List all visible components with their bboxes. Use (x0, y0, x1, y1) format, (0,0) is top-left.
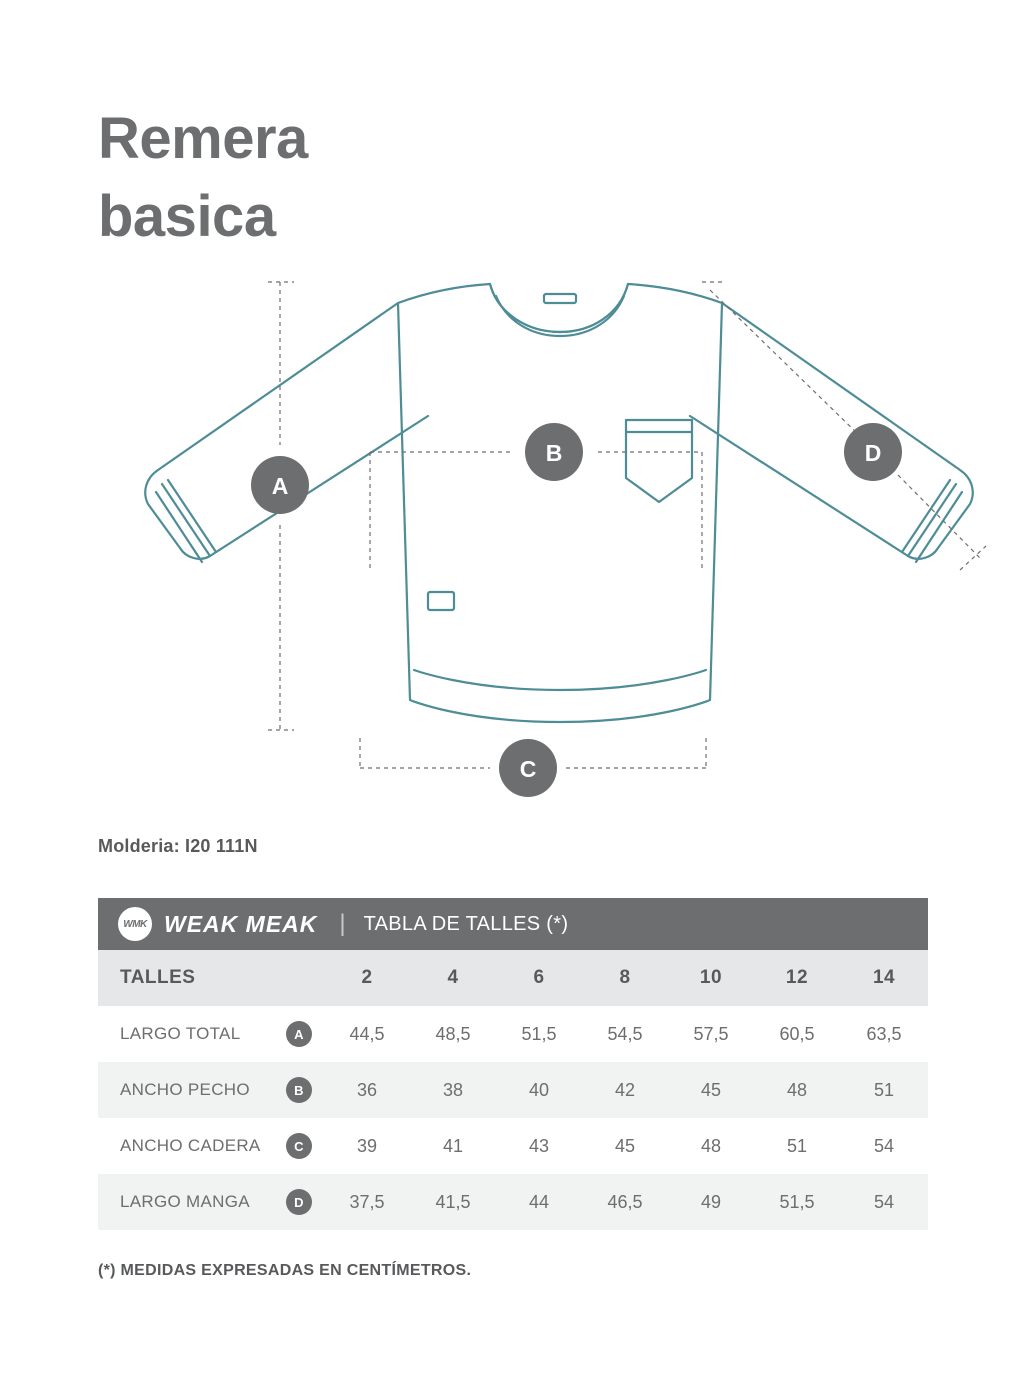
cell-largo-total-4: 48,5 (435, 1023, 471, 1044)
size-table (98, 898, 928, 1230)
cell-largo-total-10: 57,5 (693, 1023, 729, 1044)
row-badge-c: C (286, 1133, 312, 1159)
cell-largo-total-12: 60,5 (779, 1023, 815, 1044)
footnote: (*) MEDIDAS EXPRESADAS EN CENTÍMETROS. (98, 1262, 472, 1279)
table-row (98, 1174, 928, 1230)
row-label-largo-manga (98, 1174, 324, 1230)
row-label-largo-total (98, 1006, 324, 1062)
size-table-wrapper (98, 898, 928, 1230)
row-label-ancho-pecho (98, 1062, 324, 1118)
row-label-text: LARGO MANGA (120, 1192, 250, 1211)
marker-d-label: D (864, 440, 882, 466)
weak-meak-logo-icon: WMK (118, 907, 152, 941)
cell-ancho-cadera-4: 41 (442, 1135, 464, 1156)
row-badge-d: D (286, 1189, 312, 1215)
marker-c-label: C (519, 756, 537, 782)
table-row (98, 1062, 928, 1118)
cell-ancho-cadera-2: 39 (356, 1135, 378, 1156)
table-sizes-row (98, 950, 928, 1006)
size-header-6: 6 (496, 950, 582, 1006)
size-header-2: 2 (324, 950, 410, 1006)
cell-ancho-pecho-8: 42 (582, 1062, 668, 1118)
size-header-12: 12 (754, 950, 840, 1006)
cell-largo-manga-6: 44 (496, 1174, 582, 1230)
size-header-14: 14 (840, 950, 928, 1006)
page-title (98, 100, 698, 257)
cell-ancho-pecho-6: 40 (496, 1062, 582, 1118)
dimension-guides (268, 282, 986, 768)
row-badge-a: A (286, 1021, 312, 1047)
cell-ancho-cadera-14: 54 (874, 1135, 895, 1156)
row-label-ancho-cadera (98, 1118, 324, 1174)
cell-ancho-pecho-2: 36 (324, 1062, 410, 1118)
cell-largo-manga-14: 54 (840, 1174, 928, 1230)
cell-largo-total-8: 54,5 (607, 1023, 643, 1044)
cell-largo-manga-12: 51,5 (754, 1174, 840, 1230)
marker-a-label: A (271, 473, 289, 499)
cell-ancho-pecho-10: 45 (668, 1062, 754, 1118)
cell-ancho-pecho-14: 51 (840, 1062, 928, 1118)
table-row (98, 1006, 928, 1062)
marker-a (251, 456, 309, 514)
cell-largo-total-2: 44,5 (349, 1023, 385, 1044)
cell-largo-total-14: 63,5 (866, 1023, 902, 1044)
cell-largo-manga-4: 41,5 (410, 1174, 496, 1230)
page-title-line-2: basica (98, 184, 276, 250)
molderia-label: Molderia: I20 111N (98, 836, 258, 856)
marker-b-label: B (545, 440, 563, 466)
marker-b (525, 423, 583, 481)
cell-ancho-cadera-6: 43 (528, 1135, 550, 1156)
cell-largo-manga-2: 37,5 (324, 1174, 410, 1230)
cell-ancho-cadera-10: 48 (700, 1135, 722, 1156)
row-badge-b: B (286, 1077, 312, 1103)
table-caption: TABLA DE TALLES (*) (363, 912, 569, 935)
cell-ancho-cadera-8: 45 (614, 1135, 636, 1156)
cell-ancho-pecho-4: 38 (410, 1062, 496, 1118)
table-header-brand (98, 898, 928, 950)
size-header-4: 4 (410, 950, 496, 1006)
cell-largo-manga-10: 49 (668, 1174, 754, 1230)
size-header-10: 10 (668, 950, 754, 1006)
table-header-row (98, 898, 928, 950)
row-label-text: ANCHO CADERA (120, 1136, 261, 1155)
marker-c (499, 739, 557, 797)
talles-label: TALLES (98, 950, 324, 1006)
cell-largo-manga-8: 46,5 (582, 1174, 668, 1230)
marker-d (844, 423, 902, 481)
row-label-text: ANCHO PECHO (120, 1080, 250, 1099)
brand-name: WEAK MEAK (164, 910, 318, 937)
page-title-line-1: Remera (98, 106, 308, 171)
size-header-8: 8 (582, 950, 668, 1006)
cell-largo-total-6: 51,5 (521, 1023, 557, 1044)
row-label-text: LARGO TOTAL (120, 1024, 241, 1043)
table-row (98, 1118, 928, 1174)
cell-ancho-cadera-12: 51 (786, 1135, 808, 1156)
garment-illustration (98, 270, 1018, 820)
cell-ancho-pecho-12: 48 (754, 1062, 840, 1118)
header-separator: | (339, 910, 346, 937)
